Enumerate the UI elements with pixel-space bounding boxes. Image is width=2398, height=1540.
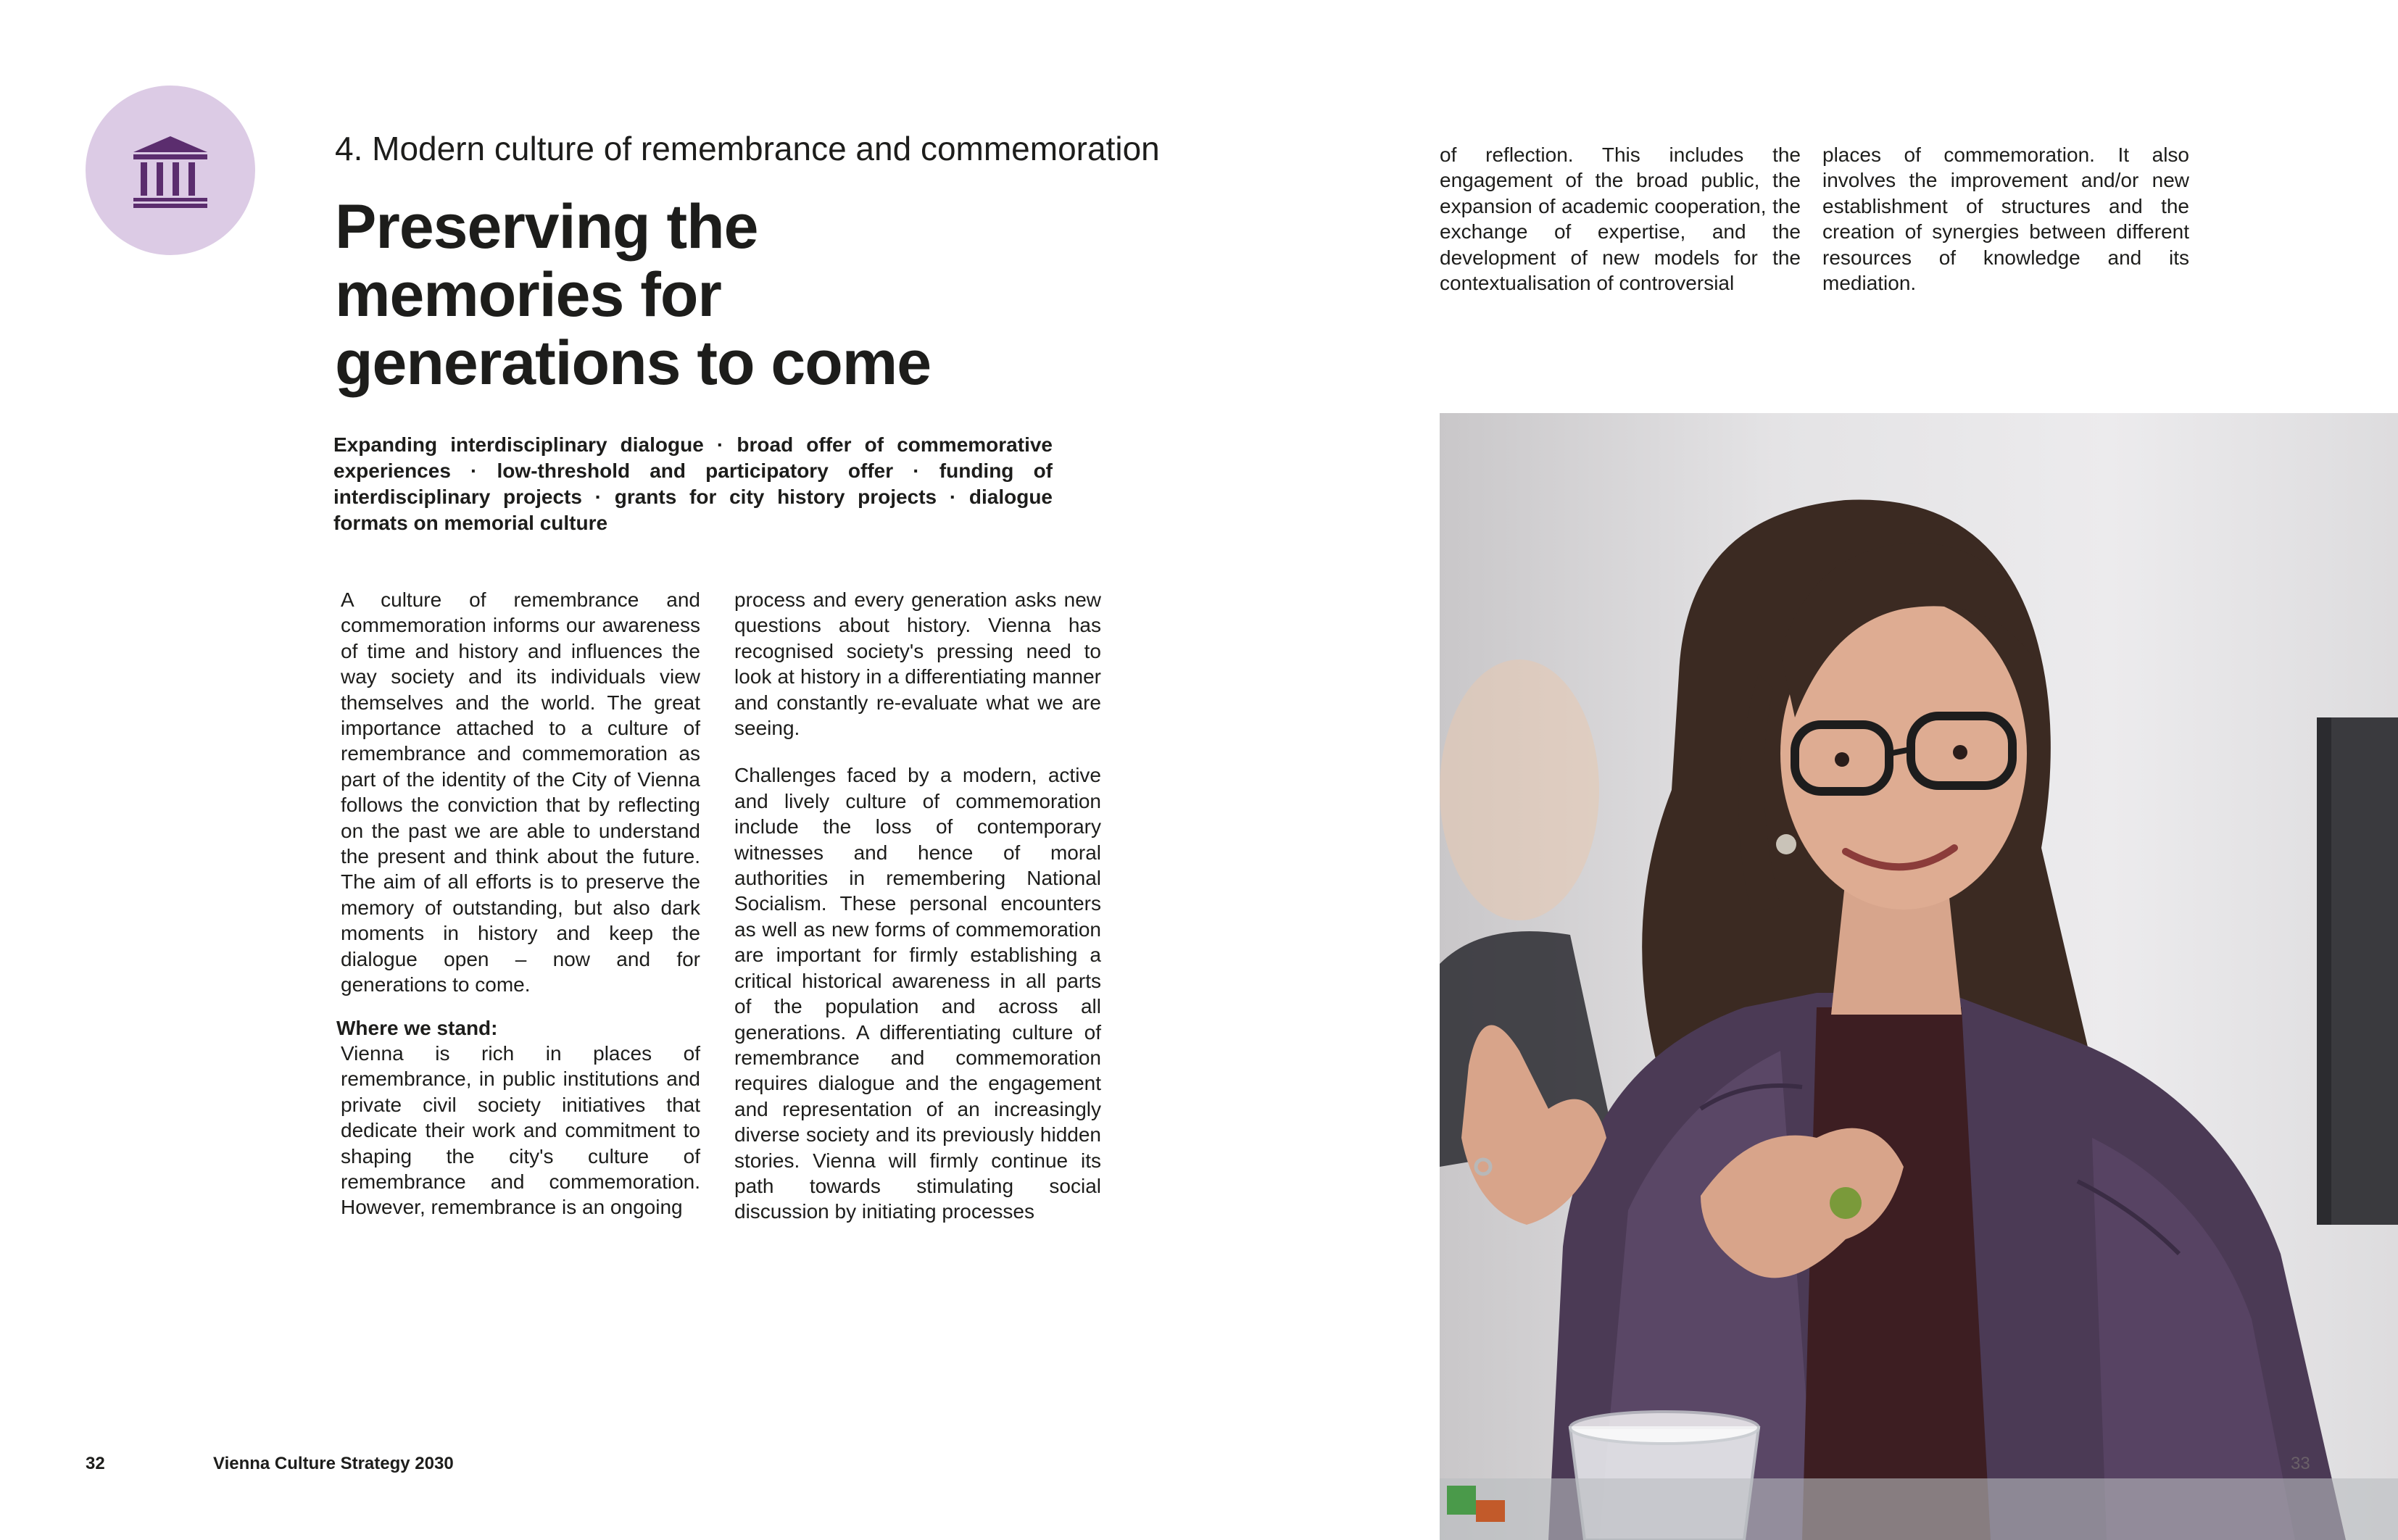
body-column-3 [1440, 142, 1801, 296]
commemoration-places-paragraph: places of commemoration. It also involves the improvement and/or new establishment of structures and the creation of synergies between different resources of knowledge and its mediation. [1822, 143, 2189, 295]
body-column-1 [336, 587, 700, 1220]
intro-paragraph: A culture of remembrance and commemoration informs our awareness of time and history and influences the way society and its individuals view themselves and the world. The great importance attached to a culture of remembrance and commemoration as part of the identity of the City of Vienna follows the conviction that by reflecting on the past we are able to understand the present and think about the future. The aim of all efforts is to preserve the memory of outstanding, but also dark moments in history and keep the dialogue open – now and for generations to come. [341, 588, 700, 996]
page-title [335, 193, 987, 397]
woman-gesturing-illustration [1440, 413, 2398, 1540]
challenges-paragraph: Challenges faced by a modern, active and lively culture of commemoration include the loss of contemporary witnesses and hence of moral authorities in remembering National Socialism. These personal encounters as well as new forms of commemoration are important for firmly establishing a critical historical awareness in all parts of the population and across all generations. A differentiating culture of remembrance and commemoration requires dialogue and the engagement and representation of an increasingly diverse society and its previously hidden stories. Vienna will firmly continue its path towards stimulating social discussion by initiating processes [734, 764, 1101, 1223]
page-title-line-2: memories for [335, 260, 721, 330]
page-title-line-3: generations to come [335, 328, 932, 398]
section-title: 4. Modern culture of remembrance and commemoration [335, 130, 1160, 167]
reflection-paragraph: of reflection. This includes the engagement of the broad public, the expansion of academic cooperation, the exchange of expertise, and the development of new models for the contextualisation of controversial [1440, 143, 1801, 295]
where-we-stand-paragraph: Vienna is rich in places of remembrance, in public institutions and private civil society initiatives that dedicate their work and commitment to shaping the city's culture of remembrance and commemoration. However, remembrance is an ongoing [341, 1041, 700, 1219]
where-we-stand-heading: Where we stand: [336, 1016, 498, 1039]
page-number-right: 33 [2291, 1454, 2310, 1473]
lead-keywords: Expanding interdisciplinary dialogue · broad offer of commemorative experiences · low-threshold and participatory offer · funding of interdisciplinary projects · grants for city history projects · dialogue formats on memorial culture [333, 433, 1053, 534]
body-column-2 [734, 587, 1101, 1225]
page-title-line-1: Preserving the [335, 192, 758, 262]
body-column-4 [1822, 142, 2189, 296]
publication-title: Vienna Culture Strategy 2030 [213, 1454, 454, 1473]
history-paragraph: process and every generation asks new questions about history. Vienna has recognised society's pressing need to look at history in a differentiating manner and constantly re-evaluate what we are seeing. [734, 588, 1101, 740]
portrait-photo [1440, 413, 2398, 1540]
section-badge [86, 86, 255, 255]
museum-columns-icon [130, 133, 210, 209]
page-number-left: 32 [86, 1454, 105, 1473]
